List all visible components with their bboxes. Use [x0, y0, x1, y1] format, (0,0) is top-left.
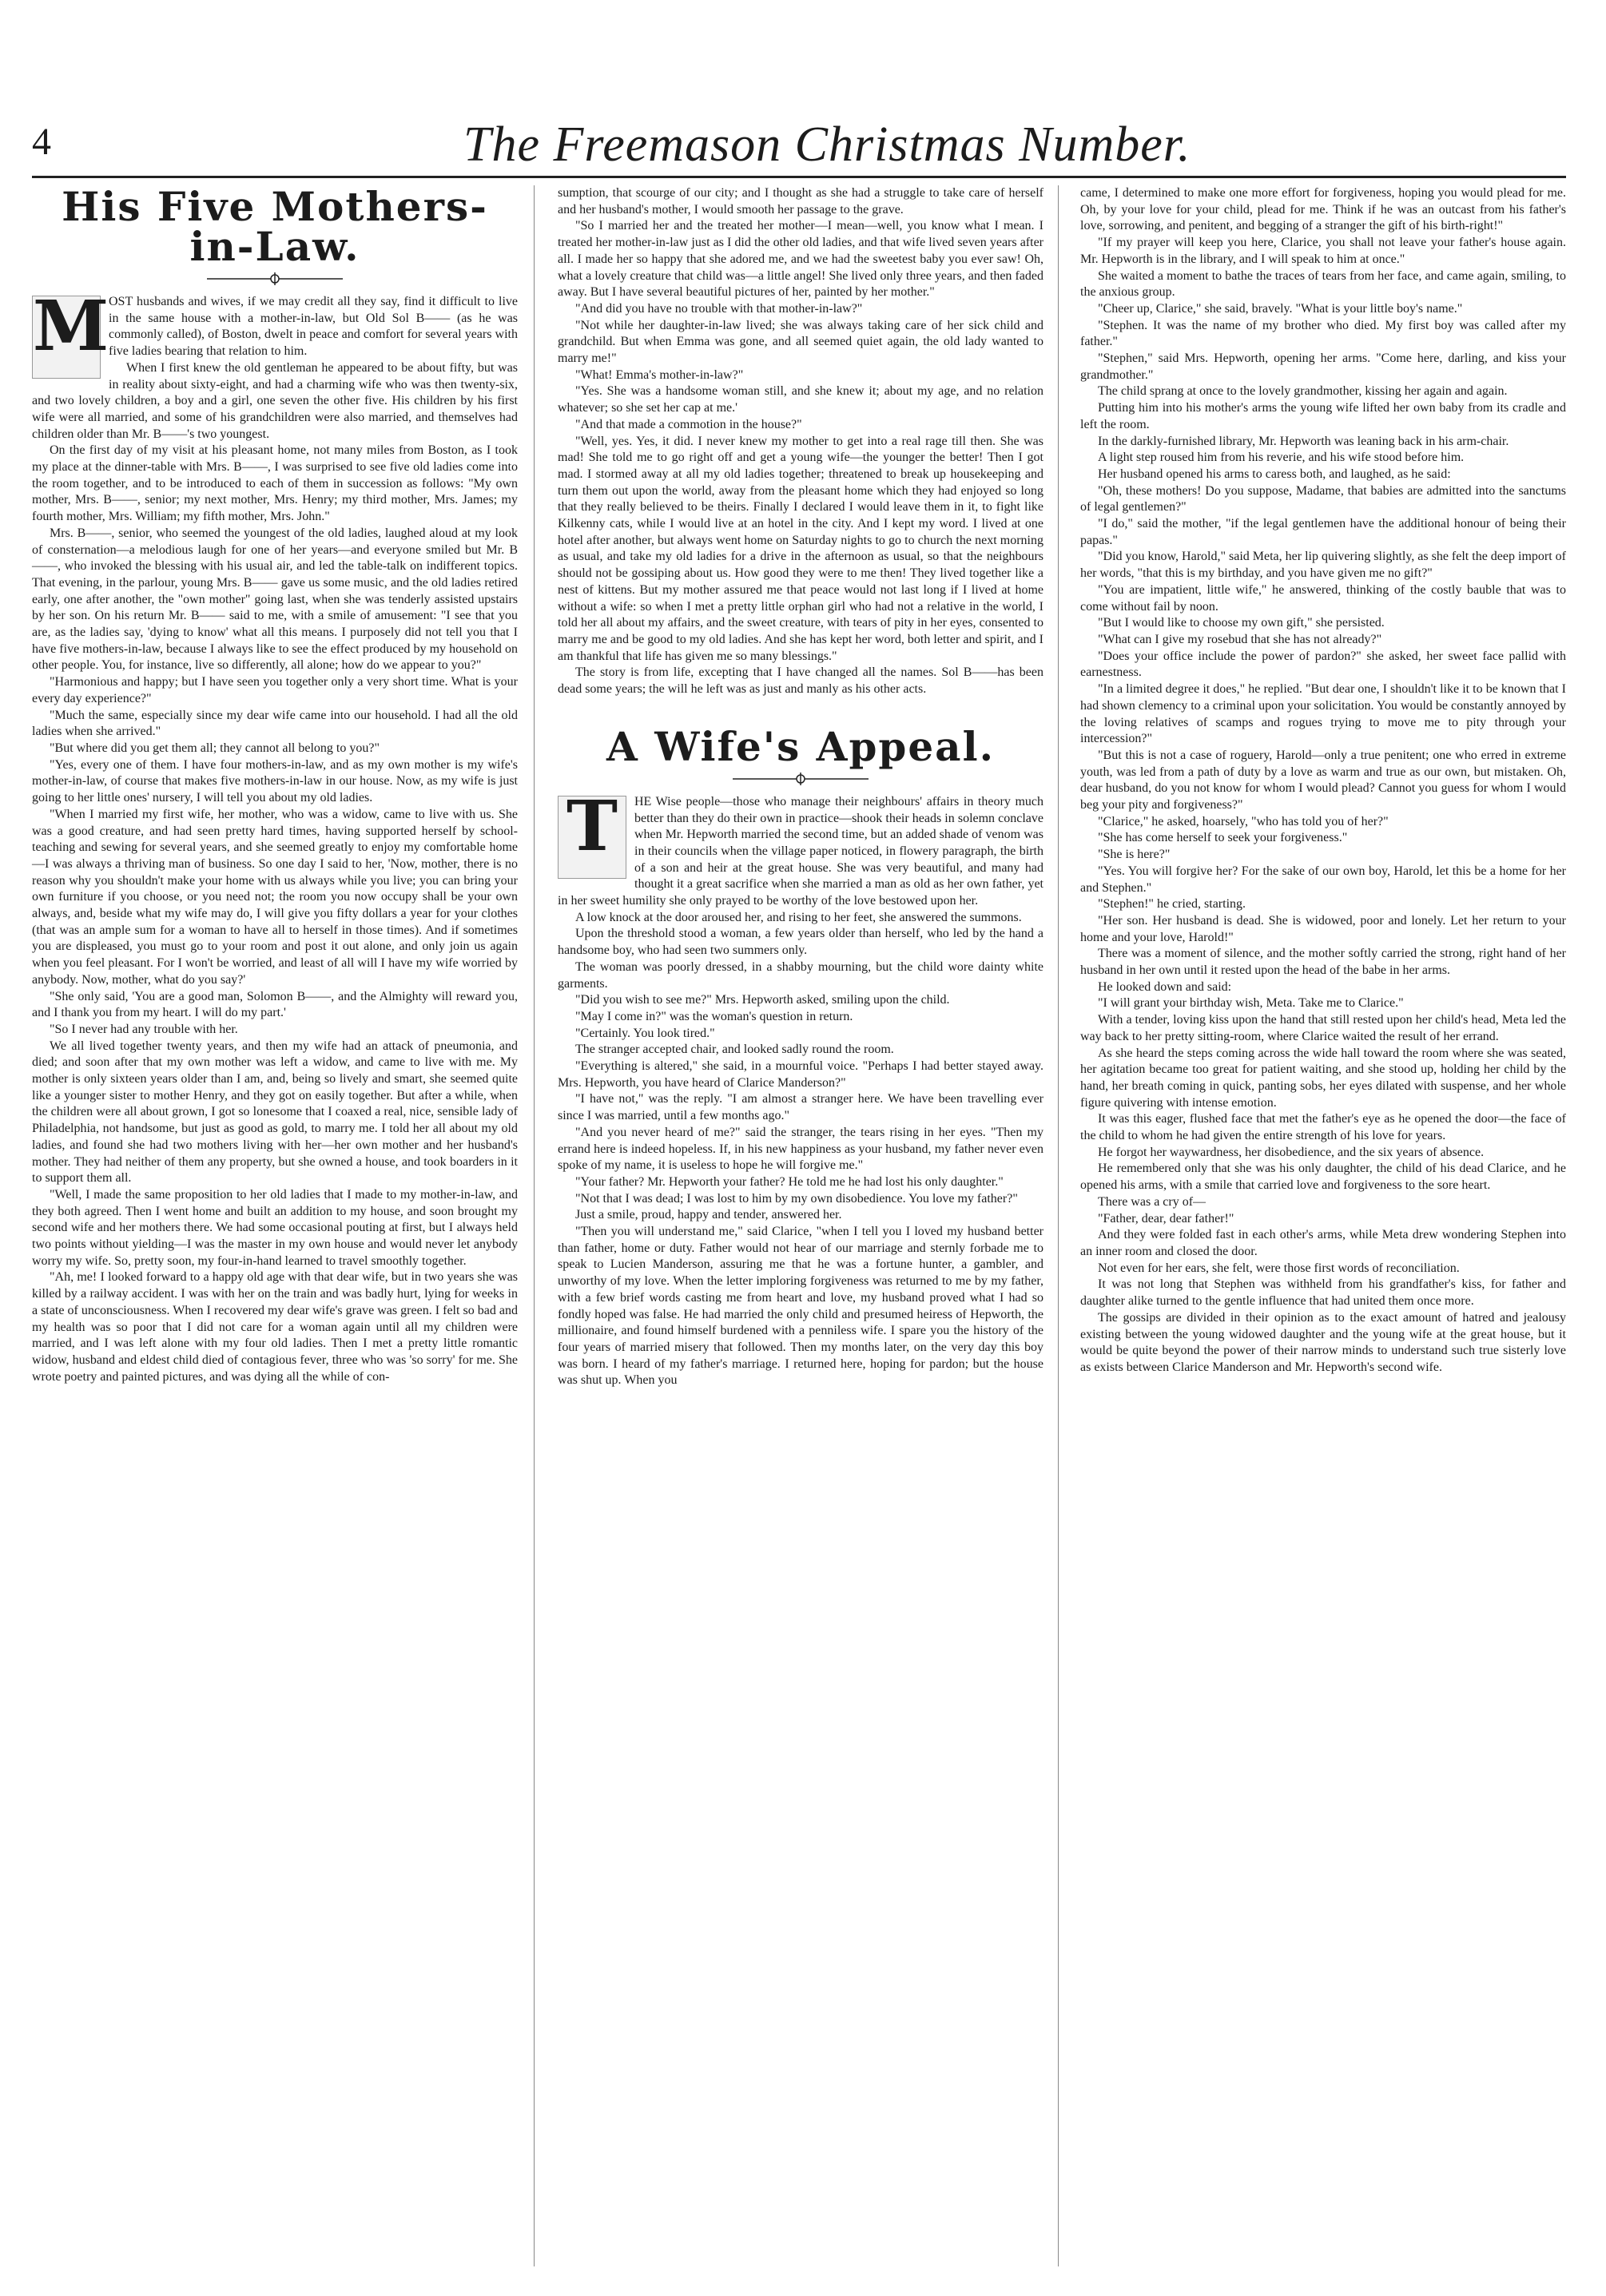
paragraph: came, I determined to make one more effort for forgiveness, hoping you would plead for me. Oh, by your love for your child, plead for me. Think if he was an outcast from his father's love, sorrowing, and penitent, and begging of a stranger the gift of his birth-right!" — [1080, 186, 1566, 233]
paragraph: "She has come herself to seek your forgiveness." — [1098, 831, 1348, 845]
paragraph: "Yes. She was a handsome woman still, and she knew it; about my age, and no relation whatever; so she set her cap at me.' — [558, 384, 1044, 415]
paragraph: "What! Emma's mother-in-law?" — [575, 367, 744, 382]
paragraph: Mrs. B——, senior, who seemed the youngest of the old ladies, laughed aloud at my look of consternation—a melodious laugh for one of her years—and everyone smiled but Mr. B——, who invoked the blessing with his usual air, and led the table-talk on indifferent topics. That evening, in the parlour, young Mrs. B—— gave us some music, and the old ladies retired early, one after another, the "own mother" going last, when she was tenderly assisted upstairs by her son. On his return Mr. B—— said to me, with a smile of amusement: "I see that you are, as the ladies say, 'dying to know' what all this means. I purposely did not tell you that I have five mothers-in-law, because I always like to see the effect produced by my household on other people. You, for instance, live so differently, all alone; how do we appear to you?" — [32, 526, 518, 673]
paragraph: "Cheer up, Clarice," she said, bravely. "What is your little boy's name." — [1098, 301, 1463, 316]
paragraph: "Well, I made the same proposition to her old ladies that I made to my mother-in-law, and they both agreed. Then I went home and built an addition to my house, and soon brought my second wife and her mothers there. We had some occasional pouting at first, but I always held two points without yielding—I was the master in my own house and would never let anybody worry my wife. So, pretty soon, my four-in-hand learned to travel smoothly together. — [32, 1187, 518, 1268]
paragraph: As she heard the steps coming across the wide hall toward the room where she was seated, her agitation became too great for patient waiting, and she stood up, holding her child by the hand, her breath coming in quick, panting sobs, her eyes dilated with suspense, and her whole figure quivering with intense emotion. — [1080, 1046, 1566, 1110]
paragraph: The gossips are divided in their opinion as to the exact amount of hatred and jealousy existing between the young widowed daughter and the young wife at the great house, but it would be quite beyond the power of their narrow minds to understand such true sisterly love as exists between Clarice Manderson and Mr. Hepworth's second wife. — [1080, 1310, 1566, 1374]
paragraph: "And that made a commotion in the house?" — [575, 417, 802, 431]
page-number: 4 — [32, 121, 51, 163]
story-title-wifes-appeal: A Wife's Appeal. — [606, 722, 995, 770]
paragraph: Upon the threshold stood a woman, a few years older than herself, who led by the hand a handsome boy, who had seen two summers only. — [558, 927, 1044, 958]
drop-cap: T — [558, 796, 626, 879]
paragraph: HE Wise people—those who manage their neighbours' affairs in theory much better than they do their own in practice—shook their heads in solemn conclave when Mr. Hepworth married the second time, but an added shade of venom was in their councils when the village paper noticed, in flowery paragraph, the birth of a son and heir at the great house. She was very beautiful, and many had thought it a great sacrifice when she married a man as old as her own father, yet in her sweet humility she only prayed to be worthy of the love bestowed upon her. — [558, 794, 1044, 908]
paragraph: He looked down and said: — [1098, 979, 1232, 994]
paragraph: It was not long that Stephen was withheld from his grandfather's kiss, for father and daughter alike turned to the gentle influence that had united them once more. — [1080, 1277, 1566, 1309]
paragraph: "Yes. You will forgive her? For the sake of our own boy, Harold, let this be a home for her and Stephen." — [1080, 864, 1566, 895]
paragraph: There was a cry of— — [1098, 1194, 1206, 1209]
paragraph: "When I married my first wife, her mother, who was a widow, came to live with us. She was a good creature, and had seen pretty hard times, having supported herself by school-teaching and sewing for several years, and she seemed greatly to enjoy my comfortable home—I was always a thriving man of business. So one day I said to her, 'Now, mother, there is no reason why you shouldn't make your home with us always while you live; you can bring your own furniture if you choose, or you need not; the room you now occupy shall be your own always, and, beside what my wife may do, I will give you fifty dollars a year for your clothes (that was an ample sum for a woman to have all to herself in those times). And if sometimes you are displeased, you must go to your room and post it out alone, and only join us again when you feel pleasant. For I won't be worried, and least of all will I have my wife worried by anybody. Now, mother, what do you say?' — [32, 807, 518, 987]
paragraph: "In a limited degree it does," he replied. "But dear one, I shouldn't like it to be known that I had shown clemency to a criminal upon your solicitation. You would be constantly annoyed by the loving relatives of scamps and rogues trying to move me to pity through your intercession?" — [1080, 682, 1566, 746]
paragraph: "I will grant your birthday wish, Meta. Take me to Clarice." — [1098, 996, 1404, 1011]
paragraph: We all lived together twenty years, and then my wife had an attack of pneumonia, and died; and soon after that my own mother was left a widow, and came to live with me. My mother is only sixteen years older than I am, and, being so lively and smart, she seemed quite like a younger sister to mother Henry, and they got on easily together. But after a while, when the children were all about grown, I got so lonesome that I coaxed a real, nice, sensible lady of Philadelphia, not handsome, but just as good as gold, to marry me. I told her all about my old ladies, and found she had two mothers living with her—her own mother and her husband's mother. They had neither of them any property, but she owned a house, and took boarders in it to support them all. — [32, 1039, 518, 1186]
masthead-rule — [32, 176, 1566, 178]
paragraph: Not even for her ears, she felt, were those first words of reconciliation. — [1098, 1261, 1460, 1275]
paragraph: "Did you know, Harold," said Meta, her lip quivering slightly, as she felt the deep import of her words, "that this is my birthday, and you have given me no gift?" — [1080, 550, 1566, 581]
paragraph: "Everything is altered," she said, in a mournful voice. "Perhaps I had better stayed away. Mrs. Hepworth, you have heard of Clarice Manderson?" — [558, 1059, 1044, 1090]
paragraph: "She only said, 'You are a good man, Solomon B——, and the Almighty will reward you, and I thank you from my heart. I will do my part.' — [32, 989, 518, 1020]
paragraph: On the first day of my visit at his pleasant home, not many miles from Boston, as I took my place at the dinner-table with Mrs. B——, I was surprised to see five old ladies come into the room together, and to be introduced to each of them in succession as follows: "My own mother, Mrs. B——, senior; my next mother, Mrs. Henry; my third mother, Mrs. James; my fourth mother, Mrs. William; my fifth mother, Mrs. John." — [32, 443, 518, 524]
paragraph: "If my prayer will keep you here, Clarice, you shall not leave your father's house again. Mr. Hepworth is in the library, and I will speak to him at once." — [1080, 236, 1566, 266]
title-ornament-icon — [733, 772, 869, 786]
paragraph: "Stephen," said Mrs. Hepworth, opening her arms. "Come here, darling, and kiss your grandmother." — [1080, 352, 1566, 382]
paragraph: "But I would like to choose my own gift," she persisted. — [1098, 616, 1385, 630]
paragraph: "And you never heard of me?" said the stranger, the tears rising in her eyes. "Then my errand here is indeed hopeless. If, in his new happiness as your husband, my father never even spoke of my name, it is useless to hope he will forgive me." — [558, 1125, 1044, 1173]
paragraph: "Stephen!" he cried, starting. — [1098, 897, 1246, 912]
column-1 — [32, 185, 518, 1385]
paragraph: He forgot her waywardness, her disobedience, and the six years of absence. — [1098, 1145, 1485, 1159]
paragraph: Just a smile, proud, happy and tender, answered her. — [575, 1208, 842, 1222]
paragraph: In the darkly-furnished library, Mr. Hepworth was leaning back in his arm-chair. — [1098, 434, 1509, 448]
paragraph: The story is from life, excepting that I have changed all the names. Sol B——has been dead some years; the will he left was as just and manly as his other acts. — [558, 665, 1044, 697]
story-body-continued — [1080, 185, 1566, 1376]
paragraph: It was this eager, flushed face that met the father's eye as he opened the door—the face of the child to whom he had given the entire strength of his love for years. — [1080, 1112, 1566, 1143]
paragraph: "Your father? Mr. Hepworth your father? He told me he had lost his only daughter." — [575, 1174, 1004, 1189]
paragraph: "Much the same, especially since my dear wife came into our household. I had all the old ladies when she arrived." — [32, 708, 518, 739]
column-3 — [1080, 185, 1566, 1376]
paragraph: "But where did you get them all; they cannot all belong to you?" — [50, 741, 380, 755]
story-body — [32, 294, 518, 1385]
paragraph: "I have not," was the reply. "I am almost a stranger here. We have been travelling ever since I was married, until a few months ago." — [558, 1092, 1044, 1123]
paragraph: She waited a moment to bathe the traces of tears from her face, and came again, smiling, to the anxious group. — [1080, 268, 1566, 300]
column-divider — [534, 185, 535, 2266]
column-divider — [1058, 185, 1059, 2266]
paragraph: "Not that I was dead; I was lost to him by my own disobedience. You love my father?" — [575, 1191, 1018, 1206]
paragraph: "She is here?" — [1098, 848, 1171, 862]
drop-cap: M — [32, 296, 101, 379]
paragraph: "Ah, me! I looked forward to a happy old age with that dear wife, but in two years she was killed by a railway accident. I was with her on the train and was badly hurt, lying for weeks in a state of unconsciousness. When I recovered my dear wife's grave was green. I felt so bad and my health was so poor that I did not care for a woman again until all my children were married, and I was left alone with my four old ladies. Then I met a pretty little romantic widow, husband and eldest child died of contagious fever, three who was 'so sorry' for me. She wrote poetry and painted pictures, and was dying all the while of con- — [32, 1270, 518, 1384]
title-ornament-icon — [207, 272, 343, 286]
paragraph: Putting him into his mother's arms the young wife lifted her own baby from its cradle and left the room. — [1080, 401, 1566, 431]
paragraph: The woman was poorly dressed, in a shabby mourning, but the child wore dainty white garments. — [558, 959, 1044, 991]
paragraph: "Certainly. You look tired." — [575, 1026, 715, 1040]
paragraph: "I do," said the mother, "if the legal gentlemen have the additional honour of being their papas." — [1080, 517, 1566, 547]
paragraph: "So I never had any trouble with her. — [50, 1022, 238, 1036]
paragraph: With a tender, loving kiss upon the hand that still rested upon her child's head, Meta led the way back to her pretty sitting-room, where Clarice waited the result of her errand. — [1080, 1013, 1566, 1043]
paragraph: And they were folded fast in each other's arms, while Meta drew wondering Stephen into an inner room and closed the door. — [1080, 1228, 1566, 1258]
paragraph: The child sprang at once to the lovely grandmother, kissing her again and again. — [1098, 384, 1508, 399]
paragraph: Her husband opened his arms to caress both, and laughed, as he said: — [1098, 467, 1451, 481]
paragraph: "Father, dear, dear father!" — [1098, 1211, 1234, 1225]
paragraph: "May I come in?" was the woman's question in return. — [575, 1009, 853, 1023]
paragraph: When I first knew the old gentleman he appeared to be about fifty, but was in reality about sixty-eight, and had a charming wife who was then twenty-six, and two lovely children, a boy and a girl, one seven the other five. His children by his first wife were all married, and some of his grandchildren were also married, and themselves had children older than Mr. B——'s two youngest. — [32, 360, 518, 441]
story-title-five-mothers-in-law: His Five Mothers-in-Law. — [62, 183, 488, 270]
paragraph: A low knock at the door aroused her, and rising to her feet, she answered the summons. — [575, 910, 1022, 924]
column-2 — [558, 185, 1044, 1389]
paragraph: "Oh, these mothers! Do you suppose, Madame, that babies are admitted into the sanctums of legal gentlemen?" — [1080, 483, 1566, 514]
paragraph: "You are impatient, little wife," he answered, thinking of the costly bauble that was to come without fail by noon. — [1080, 582, 1566, 614]
paragraph: "But this is not a case of roguery, Harold—only a true penitent; one who erred in extreme youth, was led from a path of duty by a love as warm and true as our own, but mistaken. Oh, dear husband, do you not know for whom I would plead? Cannot you guess for whom I would beg your pity and forgiveness?" — [1080, 748, 1566, 812]
paragraph: "Harmonious and happy; but I have seen you together only a very short time. What is your every day experience?" — [32, 675, 518, 705]
paragraph: A light step roused him from his reverie, and his wife stood before him. — [1098, 451, 1465, 465]
page-title: The Freemason Christmas Number. — [463, 117, 1191, 172]
paragraph: "Clarice," he asked, hoarsely, "who has told you of her?" — [1098, 814, 1389, 828]
paragraph: The stranger accepted chair, and looked sadly round the room. — [575, 1043, 894, 1057]
paragraph: "Did you wish to see me?" Mrs. Hepworth asked, smiling upon the child. — [575, 993, 950, 1007]
paragraph: OST husbands and wives, if we may credit all they say, find it difficult to live in the same house with a mother-in-law, but Old Sol B—— (as he was commonly called), of Boston, dwelt in peace and comfort for several years with five ladies bearing that relation to him. — [109, 295, 518, 359]
paragraph: "Not while her daughter-in-law lived; she was always taking care of her sick child and grandchild. But when Emma was gone, and all seemed quiet again, the old lady wanted to marry me!" — [558, 318, 1044, 366]
story-body-continued — [558, 185, 1044, 698]
paragraph: sumption, that scourge of our city; and I thought as she had a struggle to take care of herself and her husband's mother, I would smooth her passage to the grave. — [558, 186, 1044, 216]
paragraph: There was a moment of silence, and the mother softly carried the strong, right hand of her husband in her own until it rested upon the head of the babe in her arms. — [1080, 947, 1566, 978]
paragraph: "Well, yes. Yes, it did. I never knew my mother to get into a real rage till then. She was mad! She told me to go right off and get a young wife—the younger the better! Then I got mad. I stormed away at all my old ladies together; threatened to break up housekeeping and turn them out upon the world, away from the pleasant home which they had enjoyed so long that they really believed to be theirs. Finally I declared I would leave them in it, to fight like Kilkenny cats, while I would live at an hotel in the city. And I kept my word. I lived at one hotel after another, but always went home on Saturday nights to go to church the next morning as usual, and take my old ladies for a drive in the afternoon as usual, so that the neighbours should not be gossiping about us. How good they were to me then! They lived together like a nest of kittens. But my mother assured me that peace would not last long if I lived at home without a wife: so when I met a pretty little orphan girl who had not a relative in the world, I told her all about my affairs, and the sweet creature, with tears of pity in her eyes, consented to marry me and be good to my old ladies. And she has kept her word, both letter and spirit, and I am thankful that life has given me so many blessings." — [558, 434, 1044, 663]
paragraph: "What can I give my rosebud that she has not already?" — [1098, 632, 1382, 646]
paragraph: "Then you will understand me," said Clarice, "when I tell you I loved my husband better than father, home or duty. Father would not hear of our marriage and sternly forbade me to speak to Lucien Manderson, assuring me that he was a fortune hunter, a gambler, and unworthy of my love. When the letter imploring forgiveness was returned to me by my father, with a few brief words casting me from heart and love, my husband proved what I had so fondly hoped was false. He had married the only child and presumed heiress of Hepworth, the millionaire, and found himself burdened with a penniless wife. I spare you the history of the four years of married misery that followed. Then my months later, on the very day this boy was born. I heard of my father's marriage. I returned here, hoping for pardon; but the house was shut up. When you — [558, 1225, 1044, 1388]
paragraph: "And did you have no trouble with that mother-in-law?" — [575, 301, 863, 316]
paragraph: "Her son. Her husband is dead. She is widowed, poor and lonely. Let her return to your home and your love, Harold!" — [1080, 913, 1566, 944]
paragraph: "Does your office include the power of pardon?" she asked, her sweet face pallid with earnestness. — [1080, 649, 1566, 680]
masthead — [32, 117, 1566, 172]
paragraph: "So I married her and the treated her mother—I mean—well, you know what I mean. I treated her mother-in-law just as I did the other old ladies, and that wife lived seven years after all. I made her so happy that she adored me, and we had the sweetest baby you ever saw! Oh, what a lovely creature that child was—a little angel! She lived only three years, and then faded away. But I have several beautiful pictures of her, painted by her mother." — [558, 219, 1044, 300]
paragraph: "Stephen. It was the name of my brother who died. My first boy was called after my father." — [1080, 318, 1566, 349]
story-body — [558, 794, 1044, 1389]
paragraph: "Yes, every one of them. I have four mothers-in-law, and as my own mother is my wife's mother-in-law, of course that makes five mothers-in-law in our house. Now, as my wife is just going to her little ones' nursery, I will tell you about my old ladies. — [32, 757, 518, 805]
paragraph: He remembered only that she was his only daughter, the child of his dead Clarice, and he opened his arms, with a smile that carried love and forgiveness to the sore heart. — [1080, 1162, 1566, 1193]
